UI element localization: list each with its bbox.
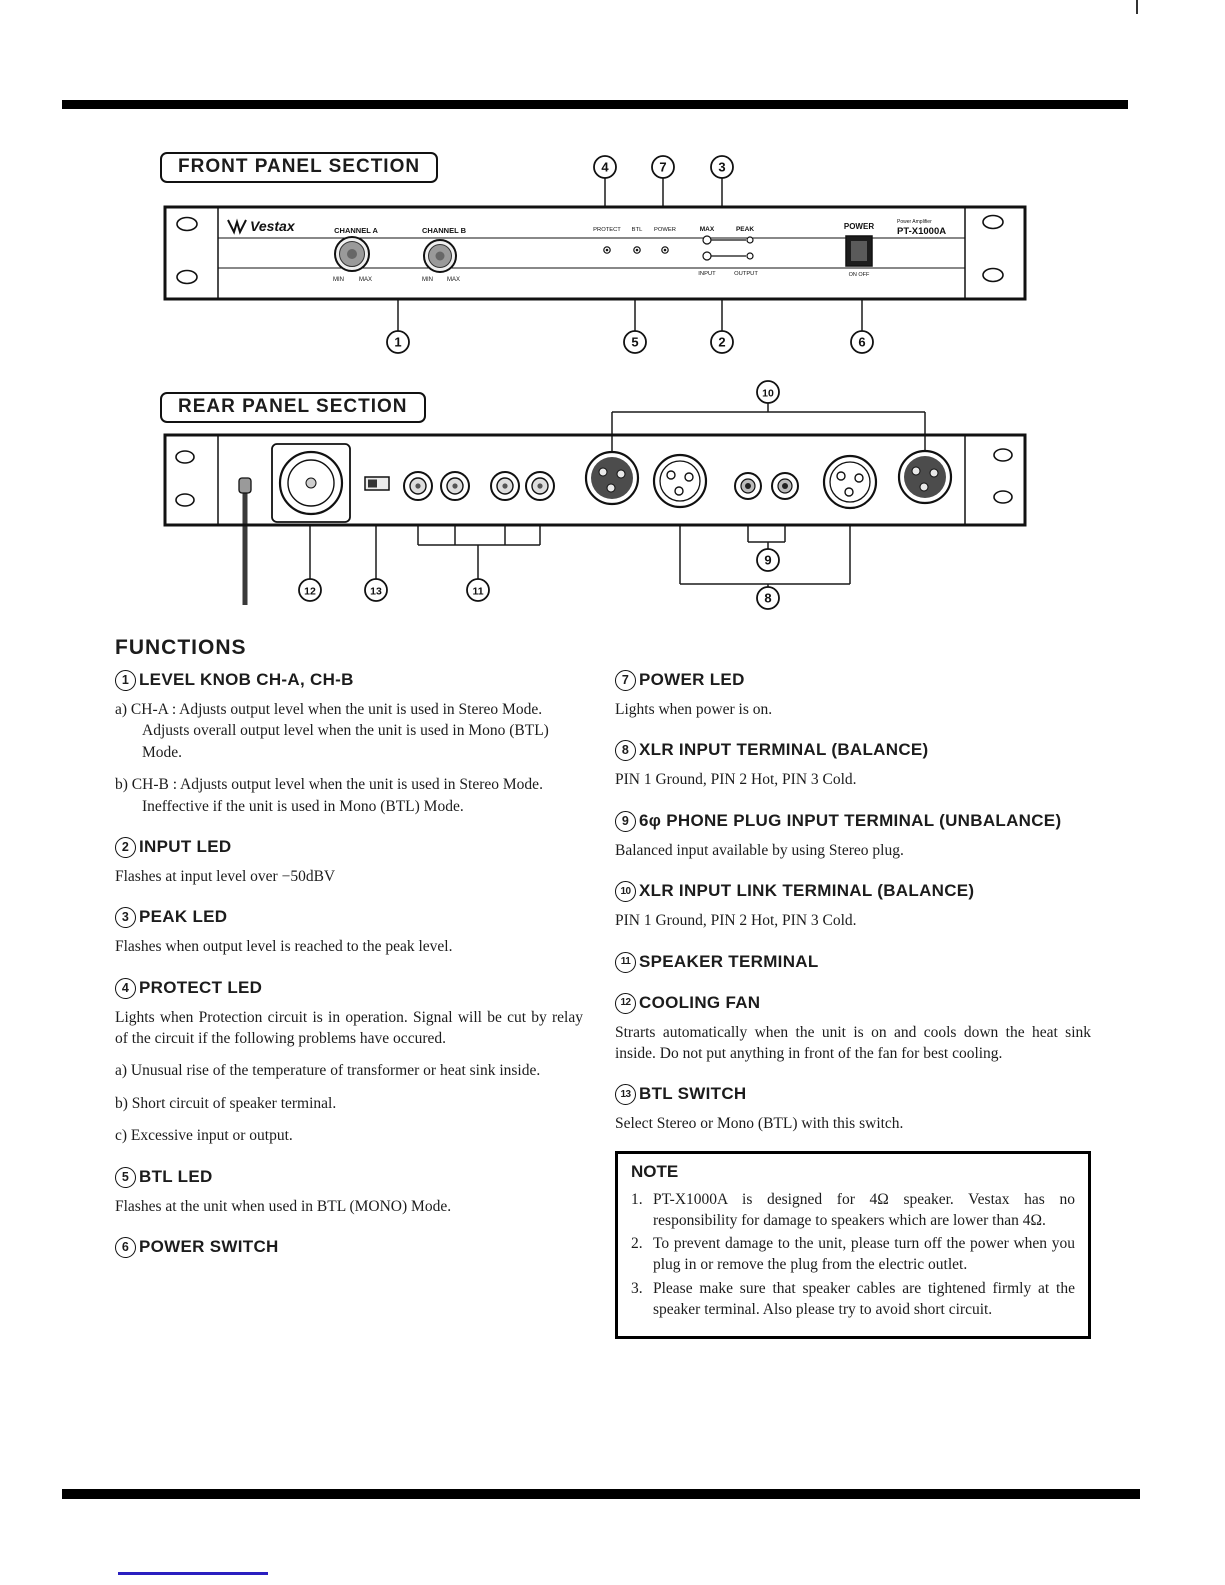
callout-8: 8 <box>764 590 772 606</box>
note-item-number: 1. <box>631 1190 643 1208</box>
knob-b-min-label: MIN <box>422 277 433 283</box>
power-switch-label: POWER <box>843 222 875 231</box>
function-title <box>615 740 1091 761</box>
function-body-text: Lights when power is on. <box>615 701 773 718</box>
knob-b-max-label: MAX <box>447 277 461 283</box>
knob-a-max-label: MAX <box>359 277 373 283</box>
circled-number: 10 <box>615 881 636 902</box>
function-body-text: b) Short circuit of speaker terminal. <box>115 1094 337 1112</box>
footer-blue-line <box>118 1572 268 1575</box>
note-item-number: 2. <box>631 1235 643 1253</box>
circled-number: 3 <box>115 907 136 928</box>
function-title-text: POWER SWITCH <box>139 1236 279 1256</box>
front-panel-section-label: FRONT PANEL SECTION <box>160 152 438 183</box>
callout-10: 10 <box>762 387 774 400</box>
power-led-label: POWER <box>654 227 676 233</box>
input-label: INPUT <box>698 271 716 277</box>
function-item-protect-led <box>115 978 583 1147</box>
xlr-link-terminal-b <box>899 451 951 503</box>
xlr-input-terminal-a <box>586 452 638 504</box>
circled-number: 12 <box>615 993 636 1014</box>
functions-columns <box>115 662 1091 1339</box>
function-body-text: Balanced input available by using Stereo plug. <box>615 841 904 859</box>
function-title-text: POWER LED <box>639 670 745 689</box>
function-title-text: PEAK LED <box>139 907 228 927</box>
function-title <box>115 837 583 858</box>
on-off-label: ON OFF <box>848 272 870 278</box>
note-item-text: PT-X1000A is designed for 4Ω speaker. Vestax has no responsibility for damage to speakers which are lower than 4Ω. <box>653 1190 1075 1229</box>
function-body-text: PIN 1 Ground, PIN 2 Hot, PIN 3 Cold. <box>615 912 857 930</box>
channel-a-label: CHANNEL A <box>334 226 378 235</box>
function-title <box>615 881 1091 902</box>
function-body-text: PIN 1 Ground, PIN 2 Hot, PIN 3 Cold. <box>615 771 857 789</box>
note-item-number: 3. <box>631 1280 643 1298</box>
peak-label: PEAK <box>735 226 755 233</box>
note-item <box>631 1190 1075 1232</box>
function-title <box>115 670 583 691</box>
bottom-rule <box>62 1489 1140 1499</box>
function-item-btl-led <box>115 1167 583 1217</box>
circled-number: 1 <box>115 670 136 691</box>
function-body-text: Strarts automatically when the unit is on and cools down the heat sink inside. Do not put anything in front of the fan for best cooling. <box>615 1023 1091 1062</box>
circled-number: 4 <box>115 978 136 999</box>
function-title-text: LEVEL KNOB CH-A, CH-B <box>139 670 354 689</box>
circled-number: 9 <box>615 811 636 832</box>
btl-switch <box>365 477 389 490</box>
callout-11: 11 <box>472 585 484 598</box>
callout-5: 5 <box>631 334 639 350</box>
note-item-text: Please make sure that speaker cables are tightened firmly at the speaker terminal. Also please try to avoid short circuit. <box>653 1280 1075 1319</box>
function-body-text: Flashes at the unit when used in BTL (MONO) Mode. <box>115 1197 452 1215</box>
output-label: OUTPUT <box>734 271 758 277</box>
function-title <box>115 1167 583 1188</box>
note-item <box>631 1234 1075 1276</box>
speaker-terminal <box>491 472 519 500</box>
speaker-terminals <box>404 472 554 500</box>
callout-2: 2 <box>718 334 726 350</box>
function-item-power-switch <box>115 1237 583 1258</box>
circled-number: 7 <box>615 670 636 691</box>
protect-led-label: PROTECT <box>593 227 621 233</box>
vestax-brand-text: Vestax <box>250 218 295 234</box>
function-item-input-led <box>115 837 583 887</box>
function-body-text: Lights when Protection circuit is in operation. Signal will be cut by relay of the circuit if the following problems have occured. <box>115 1008 583 1047</box>
function-body-text: b) CH-B : Adjusts output level when the unit is used in Stereo Mode. Ineffective if the unit is used in Mono (BTL) Mode. <box>115 776 543 815</box>
function-body-text: Select Stereo or Mono (BTL) with this switch. <box>615 1115 904 1133</box>
callout-6: 6 <box>858 334 866 350</box>
circled-number: 2 <box>115 837 136 858</box>
function-item-phone-plug-input <box>615 811 1091 861</box>
channel-b-label: CHANNEL B <box>421 226 467 235</box>
circled-number: 8 <box>615 740 636 761</box>
rear-panel-section-label: REAR PANEL SECTION <box>160 392 426 423</box>
function-item-xlr-input <box>615 740 1091 790</box>
amp-type-text: Power Amplifier <box>897 219 932 225</box>
phone-plug-input-a <box>735 473 761 499</box>
circled-number: 5 <box>115 1167 136 1188</box>
function-item-speaker-terminal <box>615 952 1091 973</box>
functions-left-column <box>115 662 583 1266</box>
function-title-text: PROTECT LED <box>139 977 263 997</box>
function-title <box>615 811 1091 832</box>
callout-7: 7 <box>659 159 667 175</box>
callout-1: 1 <box>394 334 402 350</box>
function-body-text: a) CH-A : Adjusts output level when the unit is used in Stereo Mode. Adjusts overall output level when the unit is used in Mono (BTL) Mode. <box>115 701 549 761</box>
function-item-power-led <box>615 670 1091 720</box>
function-title <box>615 670 1091 691</box>
functions-heading: FUNCTIONS <box>115 636 247 659</box>
callout-13: 13 <box>370 585 382 598</box>
callout-9: 9 <box>764 552 772 568</box>
function-title <box>615 952 1091 973</box>
max-label: MAX <box>699 226 715 233</box>
speaker-terminal <box>404 472 432 500</box>
power-cord <box>239 478 251 605</box>
xlr-input-terminal-b <box>654 455 706 507</box>
corner-tick <box>1136 0 1138 14</box>
function-title-text: BTL SWITCH <box>639 1084 747 1104</box>
function-body-text: Flashes when output level is reached to the peak level. <box>115 938 453 956</box>
function-title <box>115 978 583 999</box>
functions-right-column <box>615 662 1091 1339</box>
top-rule <box>62 100 1128 109</box>
callout-4: 4 <box>601 159 609 175</box>
function-item-btl-switch <box>615 1084 1091 1134</box>
function-item-level-knob <box>115 670 583 817</box>
function-item-xlr-link <box>615 881 1091 931</box>
function-body-text: c) Excessive input or output. <box>115 1127 293 1145</box>
note-heading: NOTE <box>631 1161 679 1181</box>
function-item-peak-led <box>115 907 583 957</box>
function-body-text: Flashes at input level over −50dBV <box>115 867 336 885</box>
function-title-text: XLR INPUT TERMINAL (BALANCE) <box>639 740 929 760</box>
function-body-text: a) Unusual rise of the temperature of transformer or heat sink inside. <box>115 1062 541 1080</box>
function-title <box>615 1084 1091 1105</box>
function-item-cooling-fan <box>615 993 1091 1065</box>
function-title-text: 6φ PHONE PLUG INPUT TERMINAL (UNBALANCE) <box>639 810 1062 830</box>
circled-number: 6 <box>115 1237 136 1258</box>
function-title <box>615 993 1091 1014</box>
model-text: PT-X1000A <box>897 226 947 237</box>
knob-a-min-label: MIN <box>333 277 344 283</box>
function-title-text: SPEAKER TERMINAL <box>639 951 819 971</box>
circled-number: 11 <box>615 952 636 973</box>
function-title-text: BTL LED <box>139 1166 213 1186</box>
phone-plug-input-b <box>772 473 798 499</box>
functions-section <box>115 636 1091 1339</box>
function-title-text: COOLING FAN <box>639 992 761 1012</box>
circled-number: 13 <box>615 1084 636 1105</box>
note-item-text: To prevent damage to the unit, please turn off the power when you plug in or remove the plug from the electric outlet. <box>653 1235 1075 1274</box>
note-box <box>615 1151 1091 1340</box>
speaker-terminal <box>526 472 554 500</box>
function-title-text: INPUT LED <box>139 836 232 856</box>
callout-3: 3 <box>718 159 726 175</box>
xlr-link-terminal-a <box>824 456 876 508</box>
note-item <box>631 1279 1075 1321</box>
speaker-terminal <box>441 472 469 500</box>
function-title <box>115 907 583 928</box>
btl-led-label: BTL <box>631 227 643 233</box>
function-title-text: XLR INPUT LINK TERMINAL (BALANCE) <box>639 881 975 901</box>
callout-12: 12 <box>304 585 316 598</box>
cooling-fan <box>272 444 350 522</box>
function-title <box>115 1237 583 1258</box>
